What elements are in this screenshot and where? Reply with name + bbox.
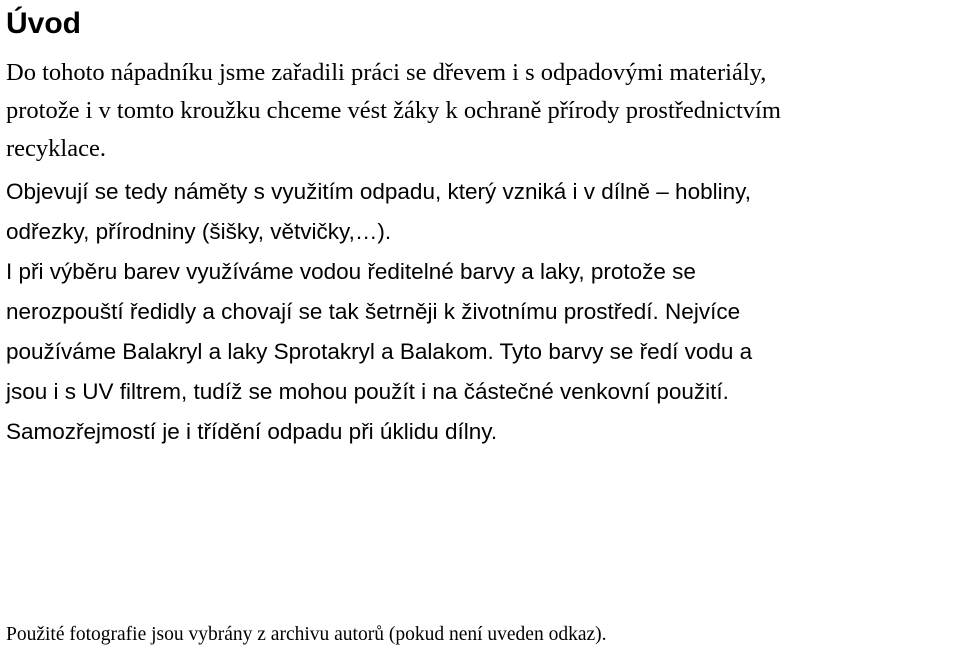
paragraph-paints-line-4: jsou i s UV filtrem, tudíž se mohou použít i na částečné venkovní použití. — [6, 379, 729, 404]
footer-note: Použité fotografie jsou vybrány z archivu autorů (pokud není uveden odkaz). — [6, 624, 607, 645]
paragraph-paints-line-3: používáme Balakryl a laky Sprotakryl a Balakom. Tyto barvy se ředí vodu a — [6, 339, 753, 364]
paragraph-intro-line-2: protože i v tomto kroužku chceme vést žáky k ochraně přírody prostřednictvím — [6, 97, 781, 124]
paragraph-paints-line-2: nerozpouští ředidly a chovají se tak šetrněji k životnímu prostředí. Nejvíce — [6, 299, 741, 324]
paragraph-paints-line-1: I při výběru barev využíváme vodou ředitelné barvy a laky, protože se — [6, 259, 696, 284]
paragraph-paints-line-5: Samozřejmostí je i třídění odpadu při úklidu dílny. — [6, 419, 498, 444]
paragraph-intro-line-1: Do tohoto nápadníku jsme zařadili práci se dřevem i s odpadovými materiály, — [6, 59, 767, 86]
paragraph-waste-ideas-line-2: odřezky, přírodniny (šišky, větvičky,…). — [6, 219, 392, 244]
page-title: Úvod — [6, 7, 81, 40]
paragraph-waste-ideas-line-1: Objevují se tedy náměty s využitím odpadu, který vzniká i v dílně – hobliny, — [6, 179, 751, 204]
paragraph-intro-line-3: recyklace. — [6, 135, 106, 162]
